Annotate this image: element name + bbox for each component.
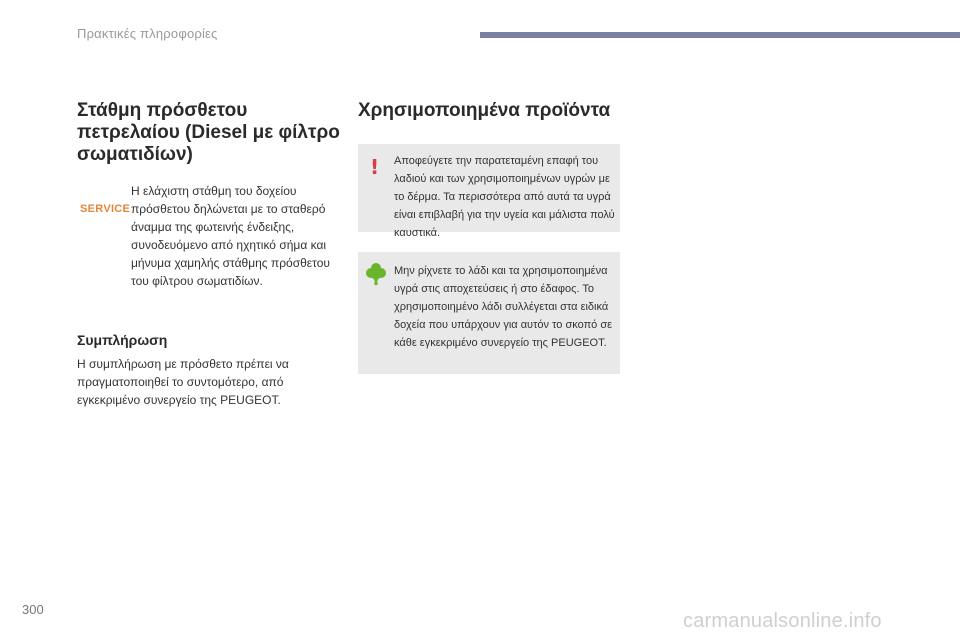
left-column [77, 100, 345, 409]
header-accent-bar [480, 32, 960, 38]
warning-exclamation-icon: ! [370, 155, 380, 179]
service-warning-lamp-icon: SERVICE [80, 203, 131, 215]
eco-note-text: Μην ρίχνετε το λάδι και τα χρησιμοποιημένα υγρά στις αποχετεύσεις ή στο έδαφος. Το χρησιμοποιημένο λάδι συλλέγεται στα ειδικά δοχεία που υπάρχουν για αυτόν το σκοπό σε κάθε εγκεκριμένο συνεργείο της PEUGEOT. [394, 265, 613, 349]
service-warning-block [77, 182, 345, 308]
page-number: 300 [22, 602, 44, 617]
subsection-title-refill: Συμπλήρωση [77, 332, 168, 348]
tree-icon [366, 262, 386, 286]
section-title-used-products: Χρησιμοποιημένα προϊόντα [358, 100, 611, 121]
page-header-title: Πρακτικές πληροφορίες [77, 26, 218, 41]
service-warning-text: Η ελάχιστη στάθμη του δοχείου πρόσθετου δηλώνεται με το σταθερό άναμμα της φωτεινής ένδειξης, συνοδευόμενο από ηχητικό σήμα και μήνυμα χαμηλής στάθμης πρόσθετου του φίλτρου σωματιδίων. [131, 184, 330, 288]
right-column-heading [358, 100, 620, 122]
subsection-text-refill: Η συμπλήρωση με πρόσθετο πρέπει να πραγματοποιηθεί το συντομότερο, από εγκεκριμένο συνεργείο της PEUGEOT. [77, 357, 289, 407]
warning-note-box [358, 144, 620, 239]
eco-note-box [358, 252, 620, 374]
section-title-additive-level: Στάθμη πρόσθετου πετρελαίου (Diesel με φίλτρο σωματιδίων) [77, 100, 340, 165]
warning-note-text: Αποφεύγετε την παρατεταμένη επαφή του λαδιού και των χρησιμοποιημένων υγρών με το δέρμα. Τα περισσότερα από αυτά τα υγρά είναι επιβλαβή για την υγεία και μάλιστα πολύ καυστικά. [394, 155, 615, 239]
watermark-text: carmanualsonline.info [683, 610, 882, 632]
